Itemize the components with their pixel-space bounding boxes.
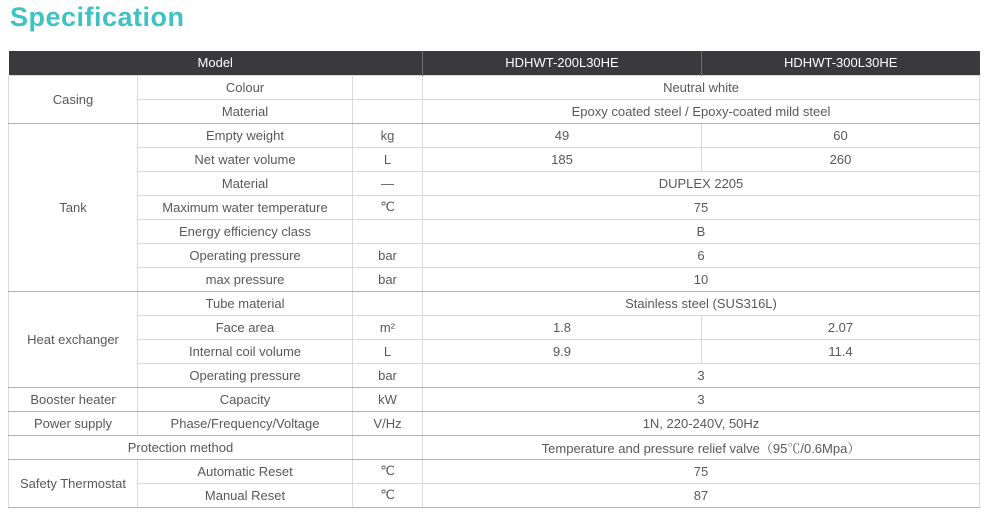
unit-cell xyxy=(353,75,423,99)
table-row xyxy=(9,219,980,243)
value-cell: 1N, 220-240V, 50Hz xyxy=(423,411,980,435)
value-cell: 3 xyxy=(423,363,980,387)
value-cell-300: 11.4 xyxy=(702,339,980,363)
unit-cell xyxy=(353,99,423,123)
table-row xyxy=(9,483,980,507)
param-cell: Internal coil volume xyxy=(138,339,353,363)
param-cell: Manual Reset xyxy=(138,483,353,507)
model-header-300: HDHWT-300L30HE xyxy=(702,51,980,75)
table-row xyxy=(9,315,980,339)
group-cell-tank: Tank xyxy=(9,123,138,291)
param-cell: Tube material xyxy=(138,291,353,315)
param-cell: Phase/Frequency/Voltage xyxy=(138,411,353,435)
value-cell: 10 xyxy=(423,267,980,291)
table-row xyxy=(9,339,980,363)
unit-cell: ℃ xyxy=(353,195,423,219)
model-header-200: HDHWT-200L30HE xyxy=(423,51,702,75)
page-title: Specification xyxy=(10,2,185,32)
group-cell-protection-method: Protection method xyxy=(9,435,353,459)
value-cell: B xyxy=(423,219,980,243)
specification-table xyxy=(8,51,980,508)
unit-cell: kW xyxy=(353,387,423,411)
unit-cell: bar xyxy=(353,363,423,387)
value-cell: 75 xyxy=(423,459,980,483)
param-cell: Operating pressure xyxy=(138,243,353,267)
group-cell-safety-thermostat: Safety Thermostat xyxy=(9,459,138,507)
value-cell-300: 2.07 xyxy=(702,315,980,339)
param-cell: Automatic Reset xyxy=(138,459,353,483)
param-cell: Capacity xyxy=(138,387,353,411)
value-cell: Temperature and pressure relief valve（95℃/0.6Mpa） xyxy=(423,435,980,459)
value-cell-200: 9.9 xyxy=(423,339,702,363)
table-row xyxy=(9,267,980,291)
unit-cell: — xyxy=(353,171,423,195)
table-header-row xyxy=(9,51,980,75)
param-cell: Face area xyxy=(138,315,353,339)
table-row xyxy=(9,459,980,483)
value-cell: 75 xyxy=(423,195,980,219)
value-cell: Neutral white xyxy=(423,75,980,99)
value-cell-300: 60 xyxy=(702,123,980,147)
param-cell: Net water volume xyxy=(138,147,353,171)
unit-cell: m² xyxy=(353,315,423,339)
value-cell-200: 185 xyxy=(423,147,702,171)
table-row xyxy=(9,291,980,315)
group-cell-booster-heater: Booster heater xyxy=(9,387,138,411)
param-cell: Material xyxy=(138,99,353,123)
value-cell: 3 xyxy=(423,387,980,411)
table-row xyxy=(9,75,980,99)
table-row xyxy=(9,435,980,459)
unit-cell: V/Hz xyxy=(353,411,423,435)
unit-cell: L xyxy=(353,147,423,171)
value-cell-200: 49 xyxy=(423,123,702,147)
value-cell-200: 1.8 xyxy=(423,315,702,339)
table-row xyxy=(9,387,980,411)
param-cell: Energy efficiency class xyxy=(138,219,353,243)
group-cell-heat-exchanger: Heat exchanger xyxy=(9,291,138,387)
param-cell: Material xyxy=(138,171,353,195)
value-cell: Stainless steel (SUS316L) xyxy=(423,291,980,315)
group-cell-power-supply: Power supply xyxy=(9,411,138,435)
value-cell: DUPLEX 2205 xyxy=(423,171,980,195)
table-row xyxy=(9,363,980,387)
param-cell: Maximum water temperature xyxy=(138,195,353,219)
model-header-label: Model xyxy=(9,51,423,75)
unit-cell xyxy=(353,291,423,315)
param-cell: Colour xyxy=(138,75,353,99)
unit-cell: bar xyxy=(353,243,423,267)
table-row xyxy=(9,147,980,171)
value-cell: 6 xyxy=(423,243,980,267)
value-cell-300: 260 xyxy=(702,147,980,171)
unit-cell: kg xyxy=(353,123,423,147)
value-cell: Epoxy coated steel / Epoxy-coated mild steel xyxy=(423,99,980,123)
unit-cell xyxy=(353,435,423,459)
table-row xyxy=(9,171,980,195)
unit-cell: L xyxy=(353,339,423,363)
unit-cell: bar xyxy=(353,267,423,291)
param-cell: Empty weight xyxy=(138,123,353,147)
unit-cell: ℃ xyxy=(353,459,423,483)
table-row xyxy=(9,243,980,267)
param-cell: max pressure xyxy=(138,267,353,291)
table-row xyxy=(9,195,980,219)
unit-cell xyxy=(353,219,423,243)
spec-table-container xyxy=(0,34,987,508)
value-cell: 87 xyxy=(423,483,980,507)
table-row xyxy=(9,123,980,147)
unit-cell: ℃ xyxy=(353,483,423,507)
group-cell-casing: Casing xyxy=(9,75,138,123)
table-row xyxy=(9,99,980,123)
param-cell: Operating pressure xyxy=(138,363,353,387)
table-row xyxy=(9,411,980,435)
